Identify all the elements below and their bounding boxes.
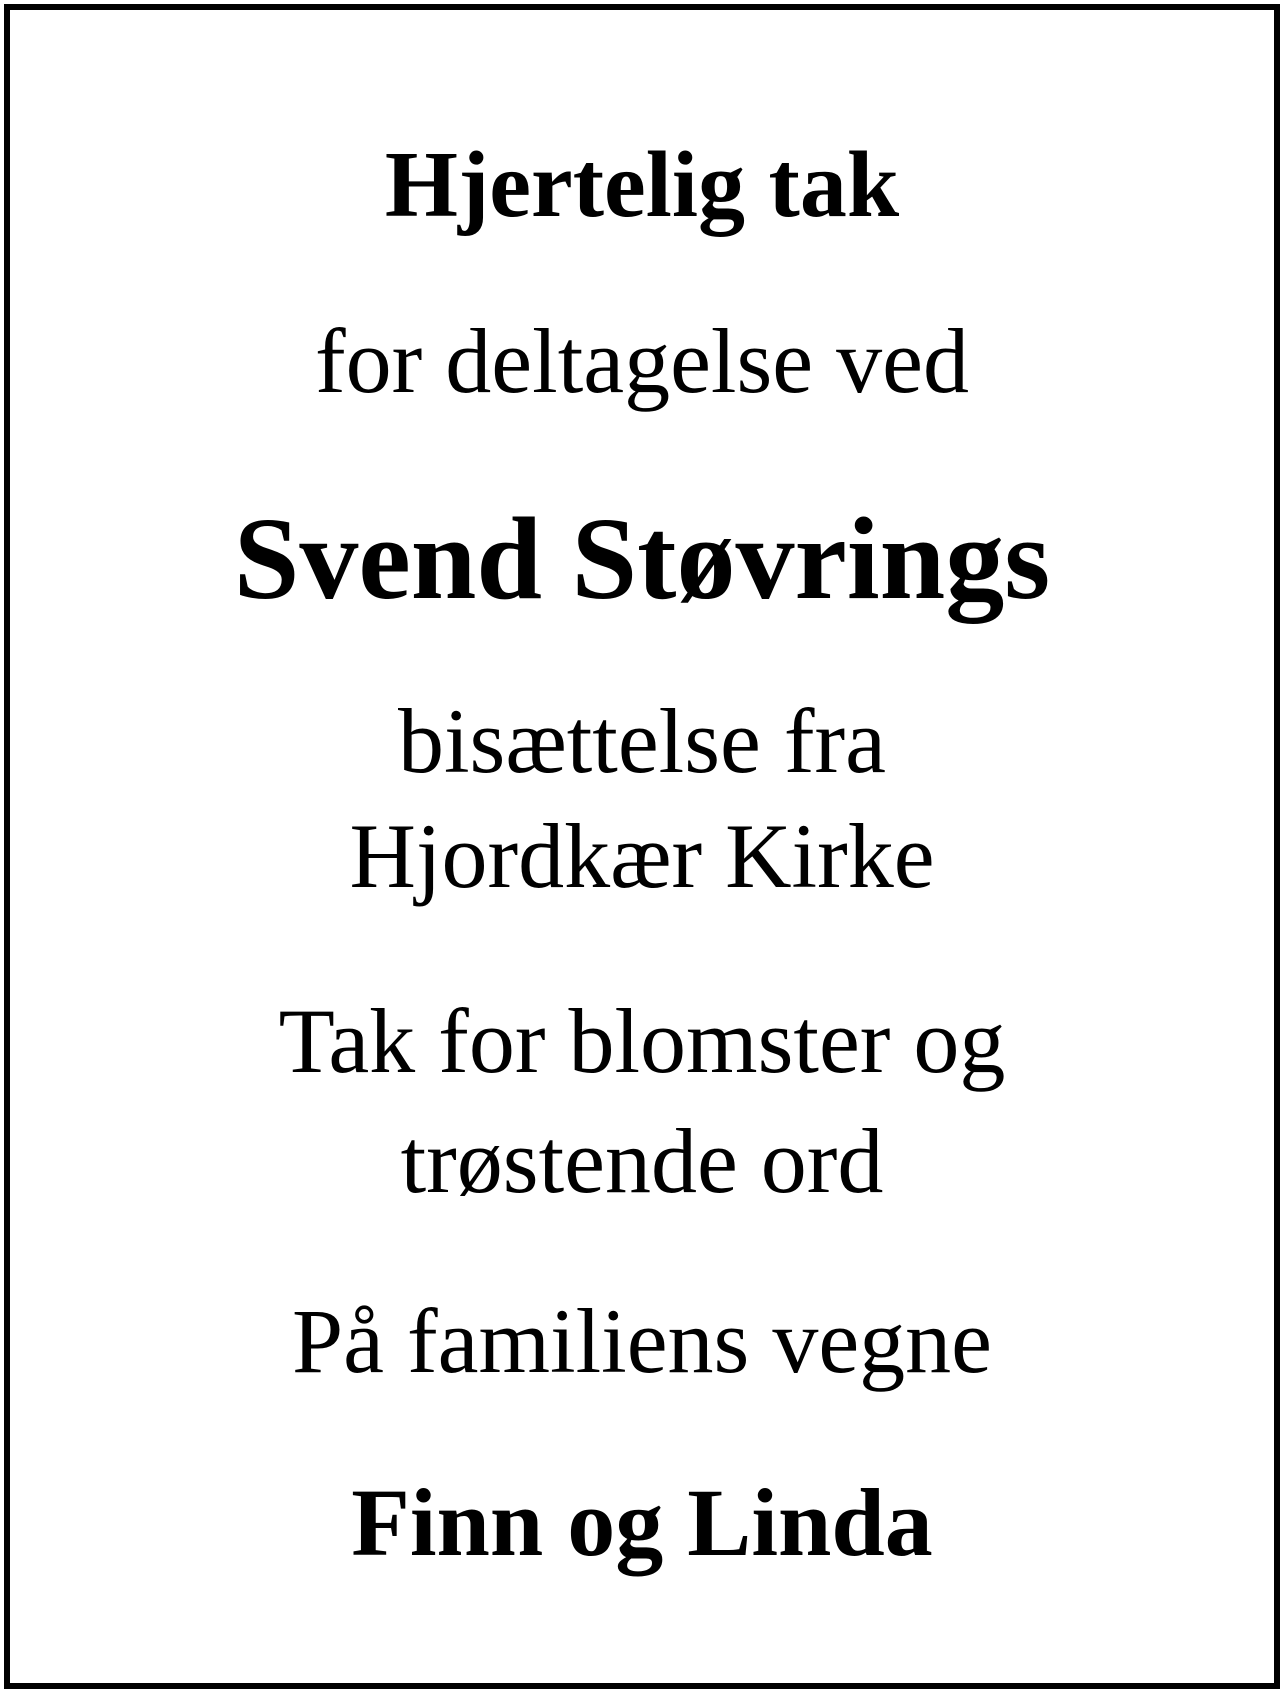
thank-you-notice [4,4,1280,1689]
thanks-line-1: Tak for blomster og [278,990,1006,1092]
ceremony-line-2: Hjordkær Kirke [349,805,935,907]
notice-intro: for deltagelse ved [315,310,969,412]
on-behalf-line: På familiens vegne [291,1290,993,1392]
ceremony-line-1: bisættelse fra [398,690,886,792]
notice-heading: Hjertelig tak [384,133,900,237]
signature: Finn og Linda [351,1469,933,1576]
thanks-line-2: trøstende ord [400,1110,884,1212]
deceased-name: Svend Støvrings [233,493,1051,624]
